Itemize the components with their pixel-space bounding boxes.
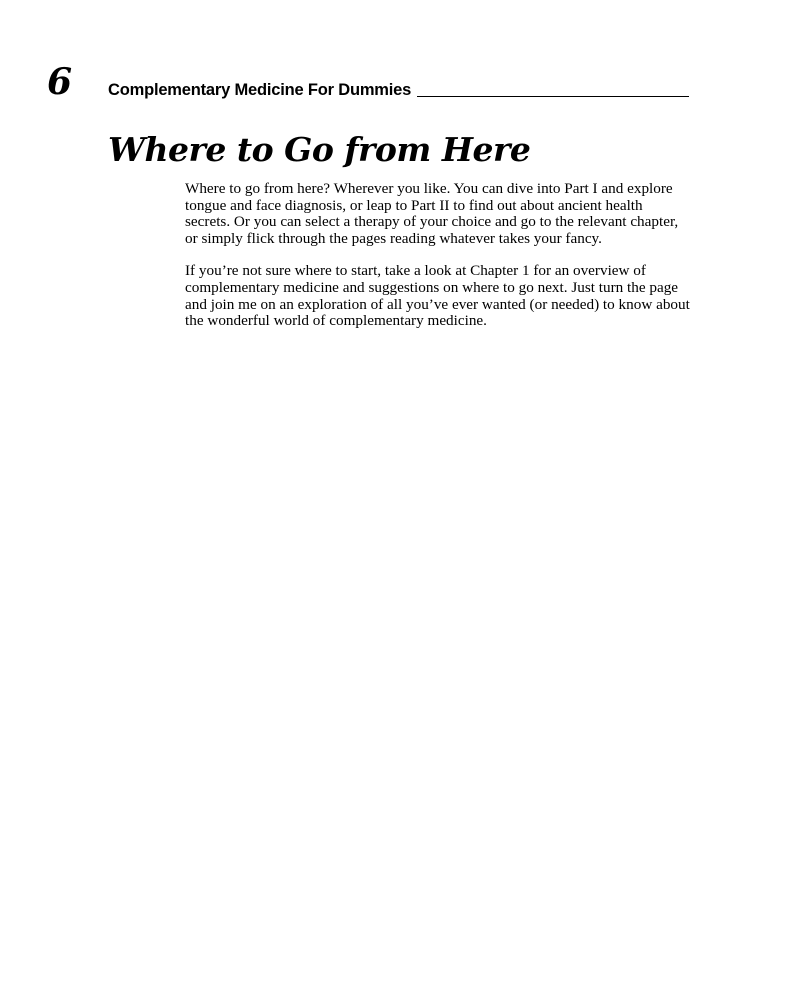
section-body [185, 181, 690, 346]
paragraph-2: If you’re not sure where to start, take a look at Chapter 1 for an overview of complementary medicine and suggestions on where to go next. Just turn the page and join me on an exploration of all you’ve ever wanted (or needed) to know about the wonderful world of complementary medicine. [185, 262, 690, 330]
section-heading: Where to Go from Here [108, 130, 531, 169]
header-rule [417, 96, 689, 97]
page-number: 6 [47, 61, 73, 103]
book-title: Complementary Medicine For Dummies [108, 81, 412, 99]
paragraph-1: Where to go from here? Wherever you like. You can dive into Part I and explore tongue and face diagnosis, or leap to Part II to find out about ancient health secrets. Or you can select a therapy of your choice and go to the relevant chapter, or simply flick through the pages reading whatever takes your fancy. [185, 180, 679, 247]
running-header [108, 78, 689, 100]
